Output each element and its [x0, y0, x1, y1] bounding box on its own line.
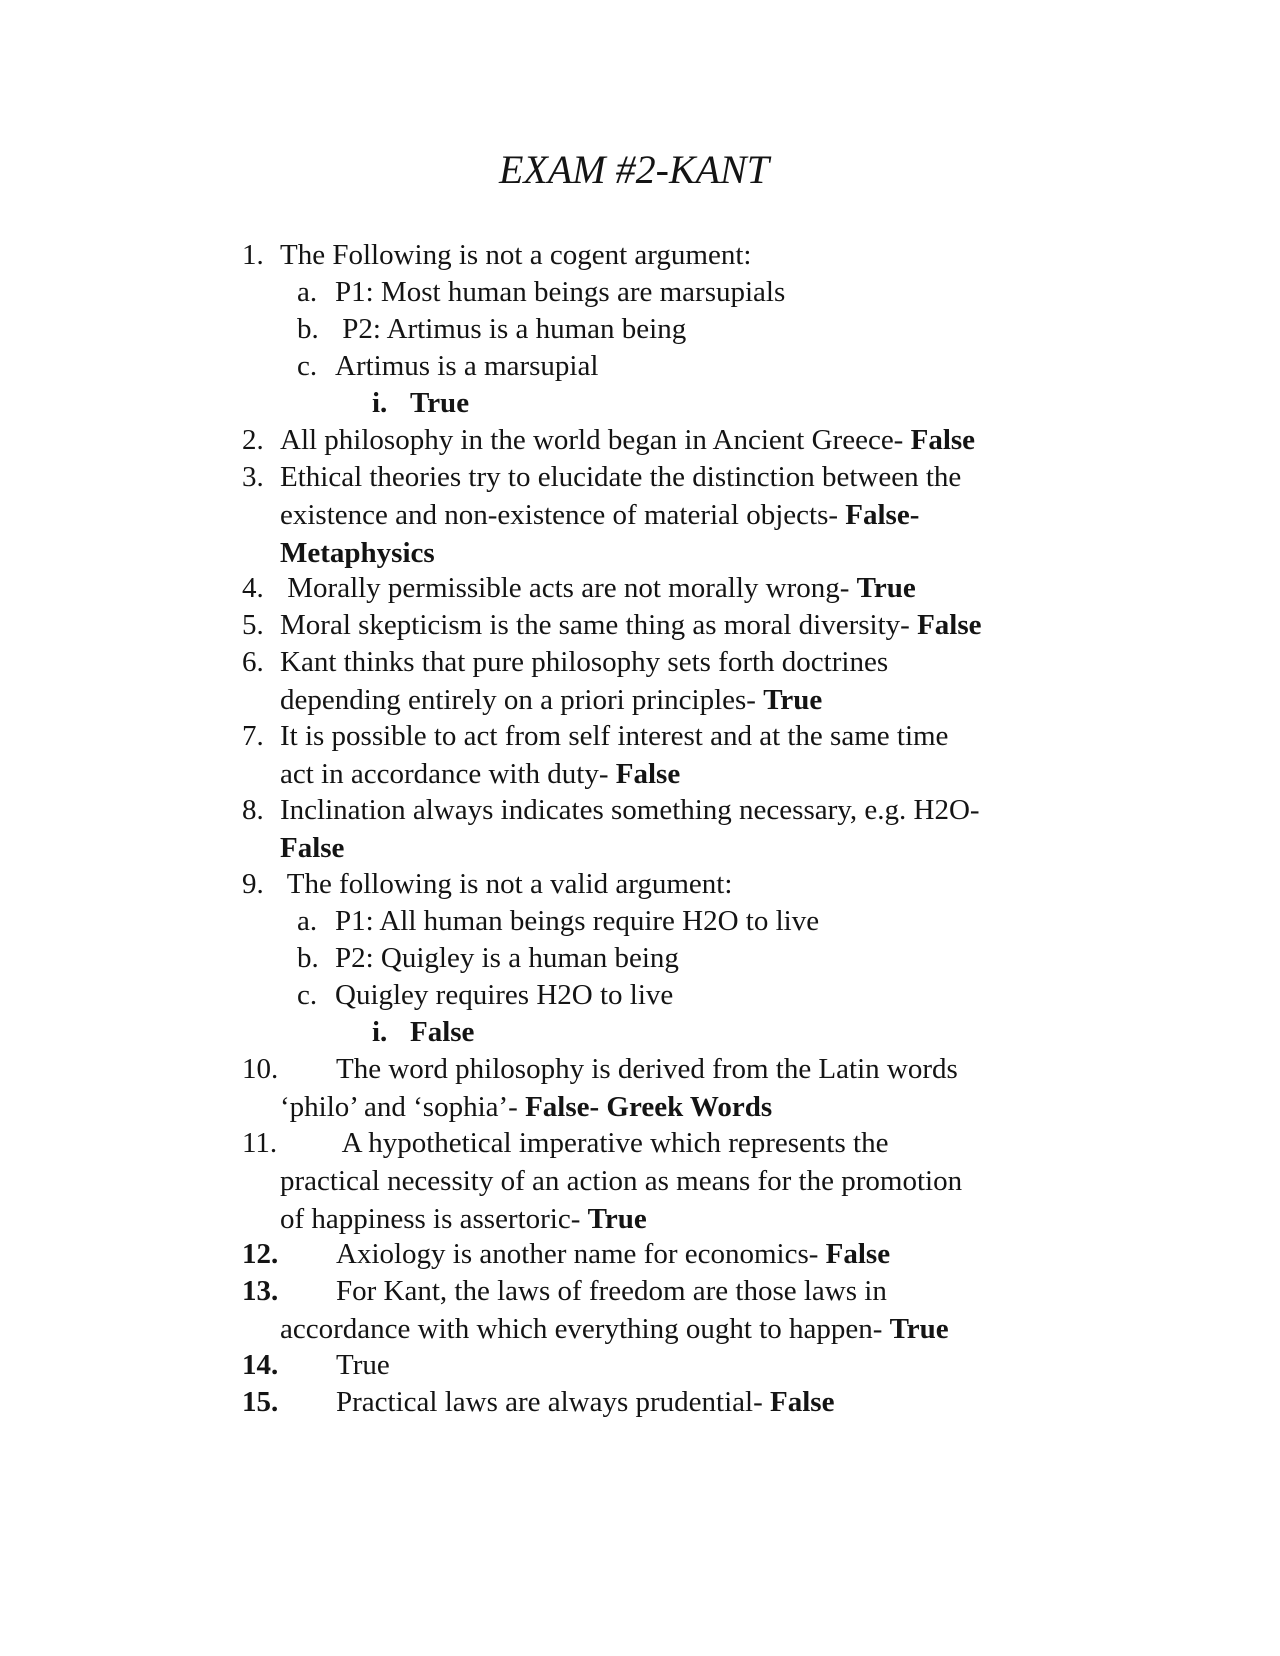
- question-number: 15.: [242, 1386, 279, 1418]
- answer-text: False: [770, 1386, 835, 1418]
- answer-text: False: [910, 424, 976, 456]
- answer-text: False: [615, 758, 681, 790]
- question-2: [242, 421, 1102, 459]
- question-13: [242, 1272, 1102, 1348]
- question-number: 12.: [242, 1238, 279, 1270]
- question-text-line: ‘philo’ and ‘sophia’-: [280, 1091, 526, 1123]
- question-text-line: practical necessity of an action as means for the promotion: [280, 1165, 963, 1197]
- answer-text: True: [763, 684, 823, 716]
- question-text: Moral skepticism is the same thing as moral diversity-: [280, 609, 918, 641]
- option-label: c.: [297, 350, 318, 382]
- option-text: Quigley requires H2O to live: [335, 979, 674, 1011]
- answer-text: False: [825, 1238, 891, 1270]
- option-label: b.: [297, 942, 319, 974]
- question-14: [242, 1346, 1102, 1384]
- answer-text: True: [889, 1313, 949, 1345]
- answer-text: Metaphysics: [280, 537, 435, 569]
- question-number: 14.: [242, 1349, 279, 1381]
- answer-text: False: [280, 832, 345, 864]
- question-number: 7.: [242, 720, 264, 752]
- question-text-line: depending entirely on a priori principles-: [280, 684, 764, 716]
- question-number: 5.: [242, 609, 264, 641]
- question-text-line: accordance with which everything ought to happen-: [280, 1313, 890, 1345]
- question-10: [242, 1050, 1102, 1126]
- question-number: 4.: [242, 572, 264, 604]
- question-text-line: Kant thinks that pure philosophy sets forth doctrines: [280, 646, 889, 678]
- question-9: [242, 865, 1102, 903]
- answer-text: True: [587, 1203, 647, 1235]
- question-number: 10.: [242, 1053, 279, 1085]
- answer-text: False-: [845, 499, 920, 531]
- question-text-line: The word philosophy is derived from the Latin words: [336, 1053, 958, 1085]
- question-7: [242, 717, 1102, 793]
- question-8: [242, 791, 1102, 867]
- question-5: [242, 606, 1102, 644]
- question-number: 8.: [242, 794, 264, 826]
- question-11: [242, 1124, 1102, 1238]
- question-text-line: Ethical theories try to elucidate the distinction between the: [280, 461, 962, 493]
- question-number: 3.: [242, 461, 264, 493]
- question-text: The following is not a valid argument:: [280, 868, 733, 900]
- option-text: P2: Artimus is a human being: [335, 313, 687, 345]
- question-text: True: [336, 1349, 390, 1381]
- question-text: All philosophy in the world began in Ancient Greece-: [280, 424, 911, 456]
- answer-label: i.: [372, 1016, 388, 1048]
- q9-option-b: [297, 939, 1097, 977]
- q9-option-c: [297, 976, 1097, 1014]
- option-label: a.: [297, 905, 318, 937]
- question-number: 6.: [242, 646, 264, 678]
- question-number: 9.: [242, 868, 264, 900]
- q1-answer: [372, 384, 469, 422]
- question-text: The Following is not a cogent argument:: [280, 239, 752, 271]
- question-1: [242, 236, 1102, 274]
- question-6: [242, 643, 1102, 719]
- question-text-line: Inclination always indicates something necessary, e.g. H2O-: [280, 794, 980, 826]
- answer-text: True: [856, 572, 916, 604]
- question-text-line: existence and non-existence of material objects-: [280, 499, 846, 531]
- answer-label: i.: [372, 387, 388, 419]
- option-text: P2: Quigley is a human being: [335, 942, 679, 974]
- question-text-line: It is possible to act from self interest and at the same time: [280, 720, 949, 752]
- question-12: [242, 1235, 1102, 1273]
- answer-text: True: [410, 387, 470, 419]
- question-number: 13.: [242, 1275, 279, 1307]
- page-title: EXAM #2-KANT: [499, 147, 769, 192]
- option-label: b.: [297, 313, 319, 345]
- answer-text: False: [410, 1016, 475, 1048]
- question-number: 11.: [242, 1127, 278, 1159]
- answer-text: False- Greek Words: [525, 1091, 773, 1123]
- answer-text: False: [917, 609, 982, 641]
- question-text-line: of happiness is assertoric-: [280, 1203, 588, 1235]
- question-3: [242, 458, 1102, 572]
- question-text: Morally permissible acts are not morally wrong-: [280, 572, 857, 604]
- q1-option-b: [297, 310, 1097, 348]
- question-4: [242, 569, 1102, 607]
- q1-option-a: [297, 273, 1097, 311]
- question-text-line: A hypothetical imperative which represents the: [336, 1127, 889, 1159]
- question-number: 1.: [242, 239, 264, 271]
- option-text: Artimus is a marsupial: [335, 350, 599, 382]
- question-text: Practical laws are always prudential-: [336, 1386, 771, 1418]
- option-text: P1: All human beings require H2O to live: [335, 905, 820, 937]
- question-number: 2.: [242, 424, 264, 456]
- option-label: a.: [297, 276, 318, 308]
- q9-answer: [372, 1013, 474, 1051]
- option-label: c.: [297, 979, 318, 1011]
- question-text-line: act in accordance with duty-: [280, 758, 616, 790]
- question-15: [242, 1383, 1102, 1421]
- option-text: P1: Most human beings are marsupials: [335, 276, 786, 308]
- q1-option-c: [297, 347, 1097, 385]
- q9-option-a: [297, 902, 1097, 940]
- question-text-line: For Kant, the laws of freedom are those laws in: [336, 1275, 887, 1307]
- question-text: Axiology is another name for economics-: [336, 1238, 826, 1270]
